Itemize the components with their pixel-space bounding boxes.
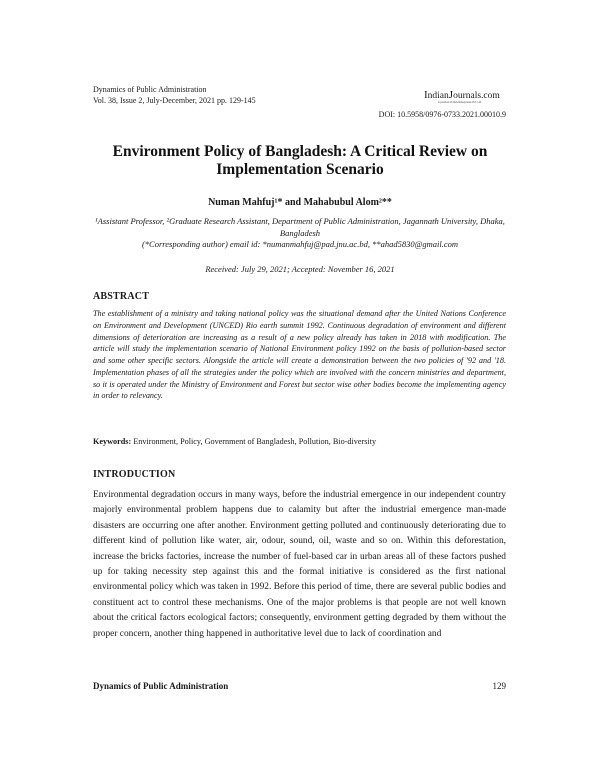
journal-info [93, 84, 256, 106]
authors: Numan Mahfuj¹* and Mahabubul Alom²** [208, 197, 392, 208]
abstract-text: The establishment of a ministry and taking national policy was the situational demand after the United Nations Conference on Environment and Development (UNCED) Rio earth summit 1992. Continuous degradation of environment and different dimensions of deterioration are increasing as a result of a new policy already has taken in 2018 with modification. The article will study the implementation scenario of National Environment policy 1992 on the basis of pollution-based sector and some other specific sectors. Alongside the article will create a demonstration between the two policies of '92 and '18. Implementation phases of all the strategies under the policy which are involved with the concern ministries and department, so it is operated under the Ministry of Environment and Forest but sector wise other bodies become the implementing agency in order to relevancy. [93, 309, 506, 401]
logo-letter-j: J [448, 89, 454, 101]
affiliation-block [92, 216, 508, 251]
logo-tagline: A product of Diva Enterprises Pvt. Ltd. [438, 101, 482, 104]
abstract-heading: ABSTRACT [93, 291, 150, 302]
page-number: 129 [492, 681, 506, 691]
article-title: Environment Policy of Bangladesh: A Critical Review on Implementation Scenario [112, 143, 488, 178]
journal-name: Dynamics of Public Administration [93, 85, 207, 94]
received-dates: Received: July 29, 2021; Accepted: November 16, 2021 [205, 264, 395, 274]
logo-text-ournals: ournals.com [453, 91, 500, 101]
logo-text-ndian: ndian [427, 91, 449, 101]
keywords-text: Environment, Policy, Government of Bangladesh, Pollution, Bio-diversity [133, 437, 377, 446]
keywords [93, 436, 506, 447]
publisher-logo [424, 90, 536, 104]
doi[interactable]: DOI: 10.5958/0976-0733.2021.00010.9 [378, 110, 506, 119]
affiliation: ¹Assistant Professor, ²Graduate Research Assistant, Department of Public Administration, Jagannath University, Dhaka, Bangladesh [95, 216, 505, 238]
logo-letter-i: I [424, 89, 428, 101]
footer-journal: Dynamics of Public Administration [93, 681, 229, 691]
introduction-text: Environmental degradation occurs in many ways, before the industrial emergence in our independent country majorly environmental problem happens due to calamity but after the industrial emergence man-made disasters are occurring one after another. Environment getting polluted and continuously deteriorating due to different kind of pollution like water, air, odour, sound, oil, waste and so on. Within this deforestation, increase the bricks factories, increase the number of fuel-based car in urban areas all of these factors pushed up for taking necessity step against this and the formal initiative is considered as the first national environmental policy which was taken in 1992. Before this period of time, there are several public bodies and constituent act to control these mechanisms. One of the major problems is that people are not well known about the critical factors ecological factors; consequently, environment getting degraded by them without the proper concern, another thing happened in authoritative level due to lack of coordination and [93, 490, 506, 639]
keywords-label: Keywords: [93, 437, 132, 446]
email-line: (*Corresponding author) email id: *numanmahfuj@pad.jnu.ac.bd, **ahad5830@gmail.com [141, 239, 459, 249]
volume-line: Vol. 38, Issue 2, July-December, 2021 pp. 129-145 [93, 96, 256, 105]
introduction-heading: INTRODUCTION [93, 469, 176, 480]
